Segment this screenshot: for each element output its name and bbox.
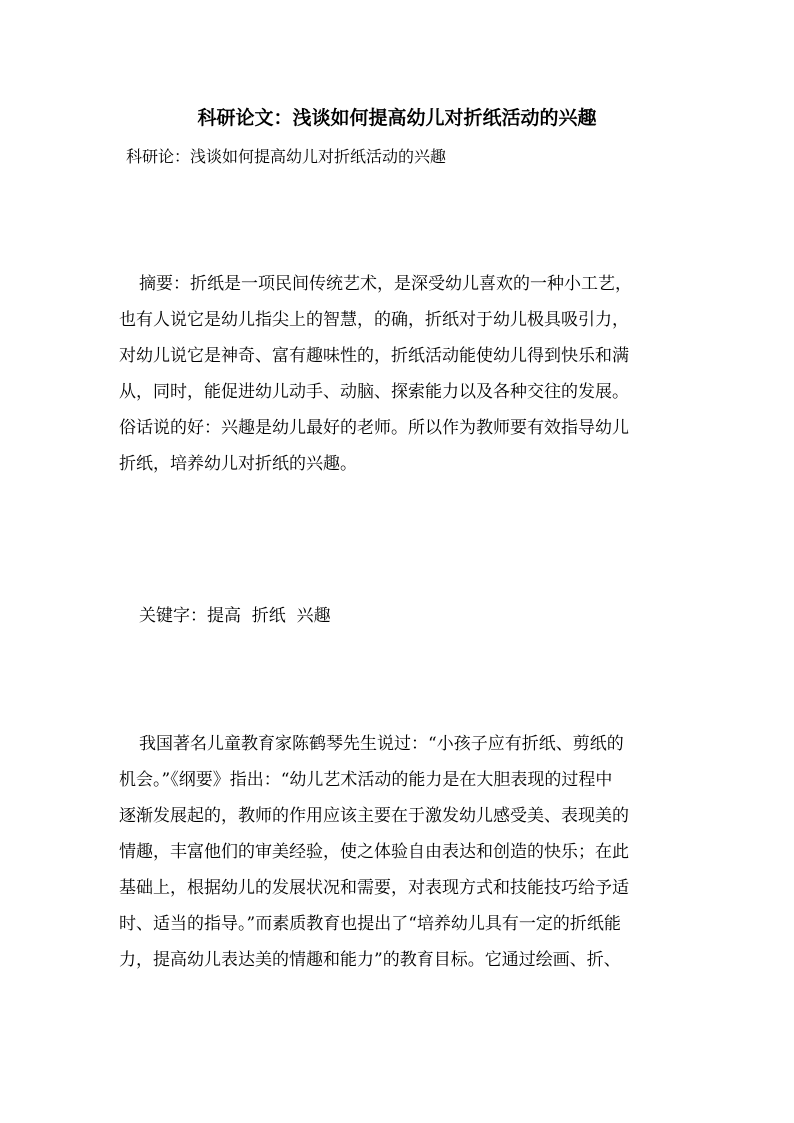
abstract-line: 对幼儿说它是神奇、富有趣味性的，折纸活动能使幼儿得到快乐和满 — [119, 346, 629, 366]
abstract-line: 俗话说的好：兴趣是幼儿最好的老师。所以作为教师要有效指导幼儿 — [119, 418, 629, 438]
body-line: 我国著名儿童教育家陈鹤琴先生说过：“小孩子应有折纸、剪纸的 — [139, 734, 624, 754]
abstract-line: 也有人说它是幼儿指尖上的智慧，的确，折纸对于幼儿极具吸引力， — [119, 310, 629, 330]
abstract-line: 折纸，培养幼儿对折纸的兴趣。 — [119, 454, 357, 474]
abstract-line: 摘要：折纸是一项民间传统艺术，是深受幼儿喜欢的一种小工艺， — [139, 274, 632, 294]
body-line: 机会。”《纲要》指出：“幼儿艺术活动的能力是在大胆表现的过程中 — [119, 770, 613, 790]
abstract-line: 从，同时，能促进幼儿动手、动脑、探索能力以及各种交往的发展。 — [119, 382, 629, 402]
document-subtitle: 科研论：浅谈如何提高幼儿对折纸活动的兴趣 — [126, 147, 447, 166]
body-line: 时、适当的指导。”而素质教育也提出了“培养幼儿具有一定的折纸能 — [119, 914, 621, 934]
keywords-line: 关键字：提高 折纸 兴趣 — [139, 606, 331, 626]
keywords-paragraph — [119, 598, 677, 634]
abstract-paragraph — [119, 266, 677, 482]
body-line: 基础上，根据幼儿的发展状况和需要，对表现方式和技能技巧给予适 — [119, 878, 629, 898]
body-paragraph — [119, 726, 677, 978]
body-line: 情趣，丰富他们的审美经验，使之体验自由表达和创造的快乐；在此 — [119, 842, 629, 862]
body-line: 逐渐发展起的，教师的作用应该主要在于激发幼儿感受美、表现美的 — [119, 806, 629, 826]
document-title: 科研论文：浅谈如何提高幼儿对折纸活动的兴趣 — [197, 107, 597, 129]
body-line: 力，提高幼儿表达美的情趣和能力”的教育目标。它通过绘画、折、 — [119, 950, 621, 970]
